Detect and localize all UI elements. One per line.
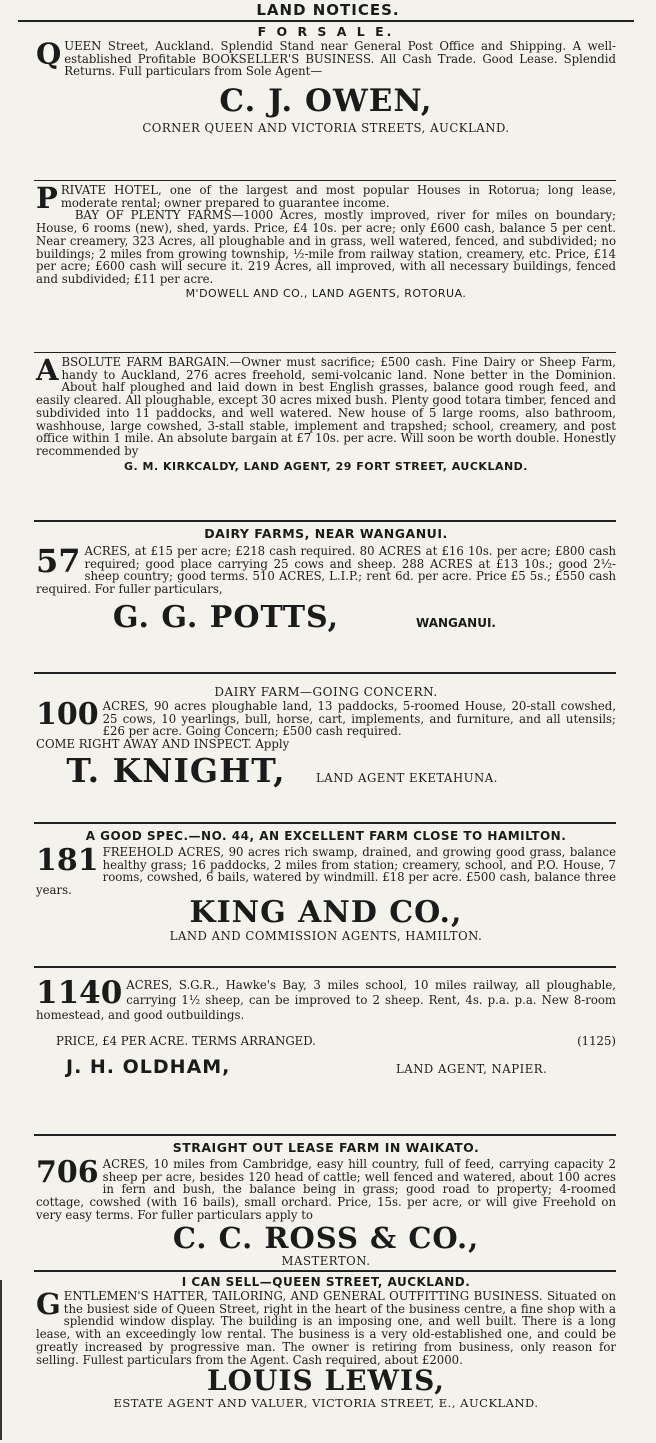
ad-text: QUEEN Street, Auckland. Splendid Stand near General Post Office and Shipping. A well-established Profitable BOOKSELLER'S BUSINESS. All Cash Trade. Good Lease. Splendid Returns. Full particulars from Sole Agent— bbox=[36, 37, 616, 79]
lead-number: 100 bbox=[36, 697, 99, 732]
drop-cap: A bbox=[36, 353, 59, 387]
agent-name: J. H. OLDHAM, bbox=[66, 1055, 231, 1078]
ad-text: ABSOLUTE FARM BARGAIN.—Owner must sacrifice; £500 cash. Fine Dairy or Sheep Farm, handy to Auckland, 276 acres freehold, semi-volcanic land. None better in the Dominion. About half ploughed and laid down in best English grasses, balance good rough feed, and easily cleared. All ploughable, except 30 acres mixed bush. Plenty good totara timber, fenced and subdivided into 11 paddocks, and well watered. New house of 5 large rooms, also bathroom, washhouse, large cowshed, 3-stall stable, implement and trapshed; school, creamery, and post office within 1 mile. An absolute bargain at £7 10s. per acre. Will soon be worth double. Honestly recommended by bbox=[36, 353, 616, 458]
margin-bracket bbox=[0, 1280, 7, 1440]
ad-text: PRIVATE HOTEL, one of the largest and most popular Houses in Rotorua; long lease, moderate rental; owner prepared to guarantee income. bbox=[36, 181, 616, 215]
ad-ross bbox=[0, 1136, 656, 1270]
agent-sub: ESTATE AGENT AND VALUER, VICTORIA STREET, E., AUCKLAND. bbox=[113, 1396, 539, 1411]
ad-heading: A GOOD SPEC.—NO. 44, AN EXCELLENT FARM CLOSE TO HAMILTON. bbox=[85, 829, 567, 843]
agent-place: MASTERTON. bbox=[281, 1253, 371, 1268]
section-title: LAND NOTICES. bbox=[256, 1, 400, 19]
agent-place: WANGANUI. bbox=[416, 615, 496, 630]
ad-knight bbox=[0, 674, 656, 822]
drop-cap: Q bbox=[36, 37, 62, 71]
ad-text: 706 ACRES, 10 miles from Cambridge, easy hill country, full of feed, carrying capacity 2 sheep per acre, besides 120 head of cattle; well fenced and watered, about 100 acres in fern and bush, the balance being in grass; good road to property; 4-roomed cottage, cowshed (with 16 bails), small orchard. Price, 15s. per acre, or will give Freehold on very easy terms. For fuller particulars apply to bbox=[36, 1155, 616, 1222]
drop-cap: G bbox=[36, 1287, 61, 1321]
lead-number: 57 bbox=[36, 542, 81, 580]
agent-place: LAND AGENT EKETAHUNA. bbox=[316, 770, 498, 785]
ad-rotorua bbox=[0, 181, 656, 352]
ad-text-2: BAY OF PLENTY FARMS—1000 Acres, mostly improved, river for miles on boundary; House, 6 rooms (new), shed, yards. Price, £4 10s. per acre; only £600 cash, balance 5 per cent. Near creamery, 323 Acres, all ploughable and in grass, well watered, fenced, and subdivided; no buildings; 2 miles from growing township, ½-mile from railway station, creamery, etc. Price, £14 per acre; £600 cash will secure it. 219 Acres, all improved, with all necessary buildings, fenced and subdivided; £11 per acre. bbox=[36, 208, 616, 286]
ad-lewis bbox=[0, 1272, 656, 1443]
agent-address: CORNER QUEEN AND VICTORIA STREETS, AUCKLAND. bbox=[142, 121, 510, 136]
drop-cap: P bbox=[36, 181, 58, 215]
ad-text: GENTLEMEN'S HATTER, TAILORING, AND GENERAL OUTFITTING BUSINESS. Situated on the busiest side of Queen Street, right in the heart of the business centre, a fine shop with a splendid window display. The building is an imposing one, and well built. There is a long lease, with an exceedingly low rental. The business is a very old-established one, and could be greatly increased by progressive man. The owner is retiring from business, only reason for selling. Fullest particulars from the Agent. Cash required, about £2000. bbox=[36, 1287, 616, 1367]
agent-name: KING AND CO., bbox=[189, 894, 463, 930]
agent-name: C. C. ROSS & CO., bbox=[172, 1220, 480, 1255]
ad-oldham bbox=[0, 968, 656, 1134]
ad-heading: STRAIGHT OUT LEASE FARM IN WAIKATO. bbox=[172, 1140, 480, 1155]
divider bbox=[18, 20, 634, 22]
ad-heading: DAIRY FARMS, NEAR WANGANUI. bbox=[204, 526, 448, 541]
ad-king bbox=[0, 824, 656, 966]
ad-text: 1140 ACRES, S.G.R., Hawke's Bay, 3 miles school, 10 miles railway, all ploughable, carrying 1½ sheep, can be improved to 2 sheep. Rent, 4s. p.a. p.a. New 8-room homestead, and good outbuildings. bbox=[36, 975, 616, 1022]
ad-text: 57 ACRES, at £15 per acre; £218 cash required. 80 ACRES at £16 10s. per acre; £800 cash required; good place carrying 25 cows and sheep. 288 ACRES at £13 10s.; good 2½-sheep country; good terms. 510 ACRES, L.I.P.; rent 6d. per acre. Price £5 5s.; £550 cash required. For fuller particulars, bbox=[36, 542, 616, 597]
ad-heading: DAIRY FARM—GOING CONCERN. bbox=[214, 685, 438, 699]
ad-potts bbox=[0, 522, 656, 672]
price-line: PRICE, £4 PER ACRE. TERMS ARRANGED. bbox=[56, 1034, 316, 1048]
agent-line: G. M. KIRKCALDY, LAND AGENT, 29 FORT STREET, AUCKLAND. bbox=[123, 459, 528, 473]
agent-name: T. KNIGHT, bbox=[66, 750, 286, 790]
apply-line: COME RIGHT AWAY AND INSPECT. Apply bbox=[36, 737, 290, 752]
ad-bookseller bbox=[0, 24, 656, 180]
ad-kirkcaldy bbox=[0, 353, 656, 520]
agent-name: C. J. OWEN, bbox=[219, 83, 433, 120]
agent-name: G. G. POTTS, bbox=[112, 599, 340, 635]
ad-heading: F O R S A L E. bbox=[257, 24, 395, 39]
ad-text: 100 ACRES, 90 acres ploughable land, 13 paddocks, 5-roomed House, 20-stall cowshed, 25 cows, 10 yearlings, bull, horse, cart, implements, and furniture, and all utensils; £26 per acre. Going Concern; £500 cash required. bbox=[36, 697, 616, 739]
lead-number: 181 bbox=[36, 843, 99, 878]
agent-name: LOUIS LEWIS, bbox=[206, 1364, 446, 1398]
agent-sub: LAND AND COMMISSION AGENTS, HAMILTON. bbox=[169, 928, 483, 943]
lead-number: 706 bbox=[36, 1155, 99, 1190]
reference: (1125) bbox=[577, 1034, 616, 1048]
lead-number: 1140 bbox=[36, 975, 123, 1011]
agent-place: LAND AGENT, NAPIER. bbox=[396, 1061, 548, 1076]
ad-text: 181 FREEHOLD ACRES, 90 acres rich swamp, drained, and growing good grass, balance healthy grass; 16 paddocks, 2 miles from station; creamery, school, and P.O. House, 7 rooms, cowshed, 6 bails, watered by windmill. £18 per acre. £500 cash, balance three years. bbox=[36, 843, 616, 898]
ad-heading: I CAN SELL—QUEEN STREET, AUCKLAND. bbox=[181, 1275, 471, 1289]
agent-line: M'DOWELL AND CO., LAND AGENTS, ROTORUA. bbox=[185, 286, 467, 300]
